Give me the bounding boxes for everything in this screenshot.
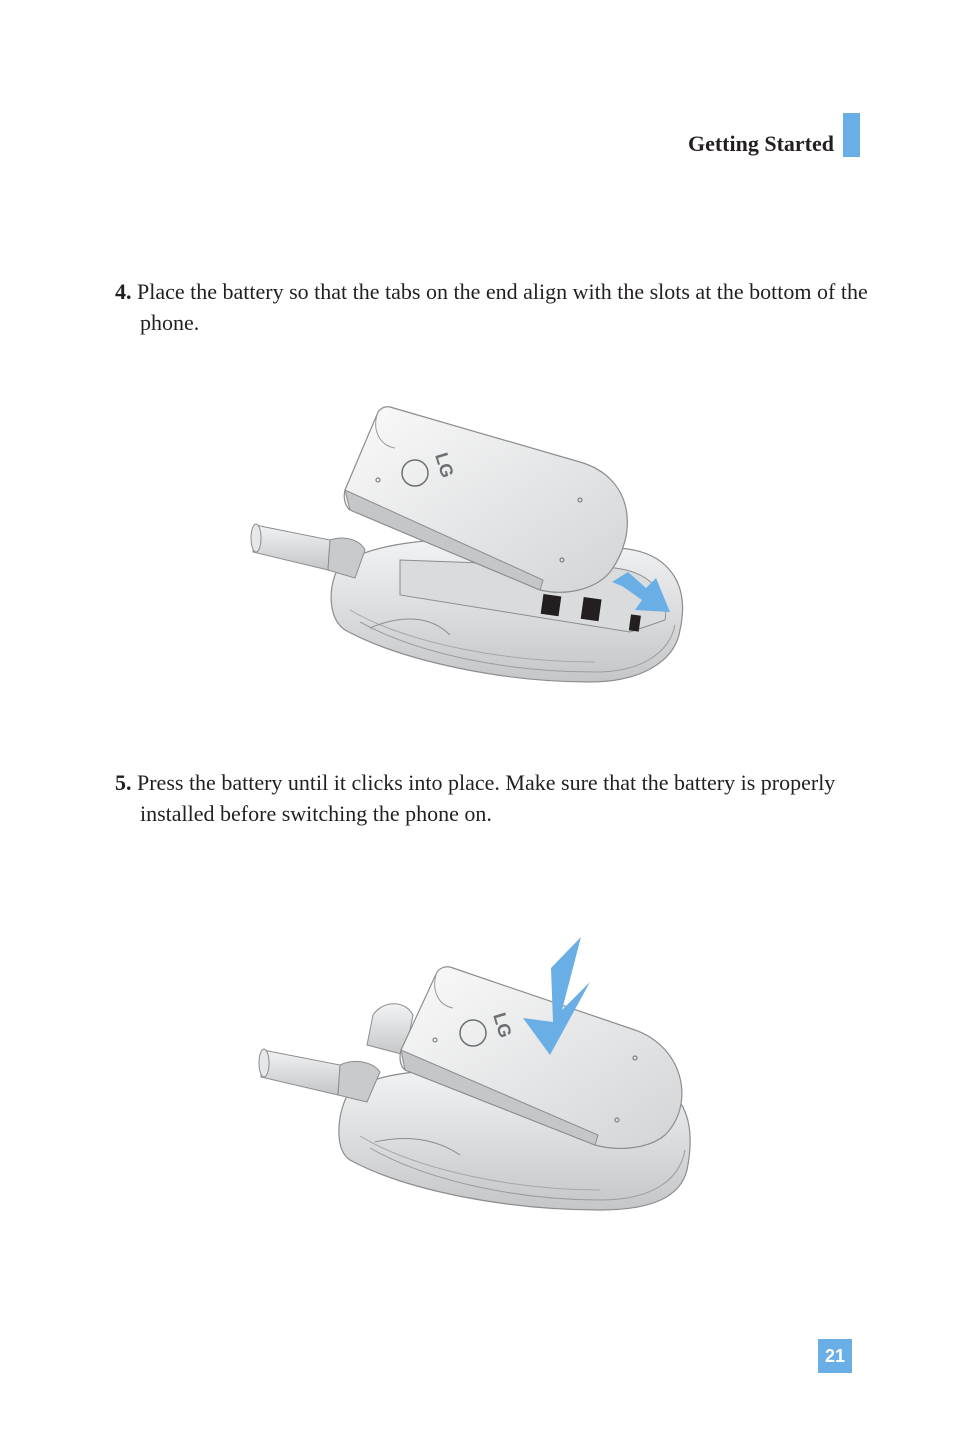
step-4 xyxy=(115,276,870,338)
step-4-text: Place the battery so that the tabs on the end align with the slots at the bottom of the phone. xyxy=(137,279,868,335)
page-number: 21 xyxy=(818,1339,852,1373)
step-4-number: 4. xyxy=(115,279,132,304)
section-title: Getting Started xyxy=(687,131,834,156)
battery-placement-illustration xyxy=(250,400,690,690)
battery-logo-text-2: LG xyxy=(489,1010,516,1041)
step-5-text: Press the battery until it clicks into place. Make sure that the battery is properly installed before switching the phone on. xyxy=(137,770,836,826)
step-5 xyxy=(115,767,870,829)
battery-logo-text: LG xyxy=(431,450,458,481)
step-5-number: 5. xyxy=(115,770,132,795)
section-tab-marker xyxy=(843,113,860,157)
battery-press-illustration xyxy=(255,930,700,1215)
